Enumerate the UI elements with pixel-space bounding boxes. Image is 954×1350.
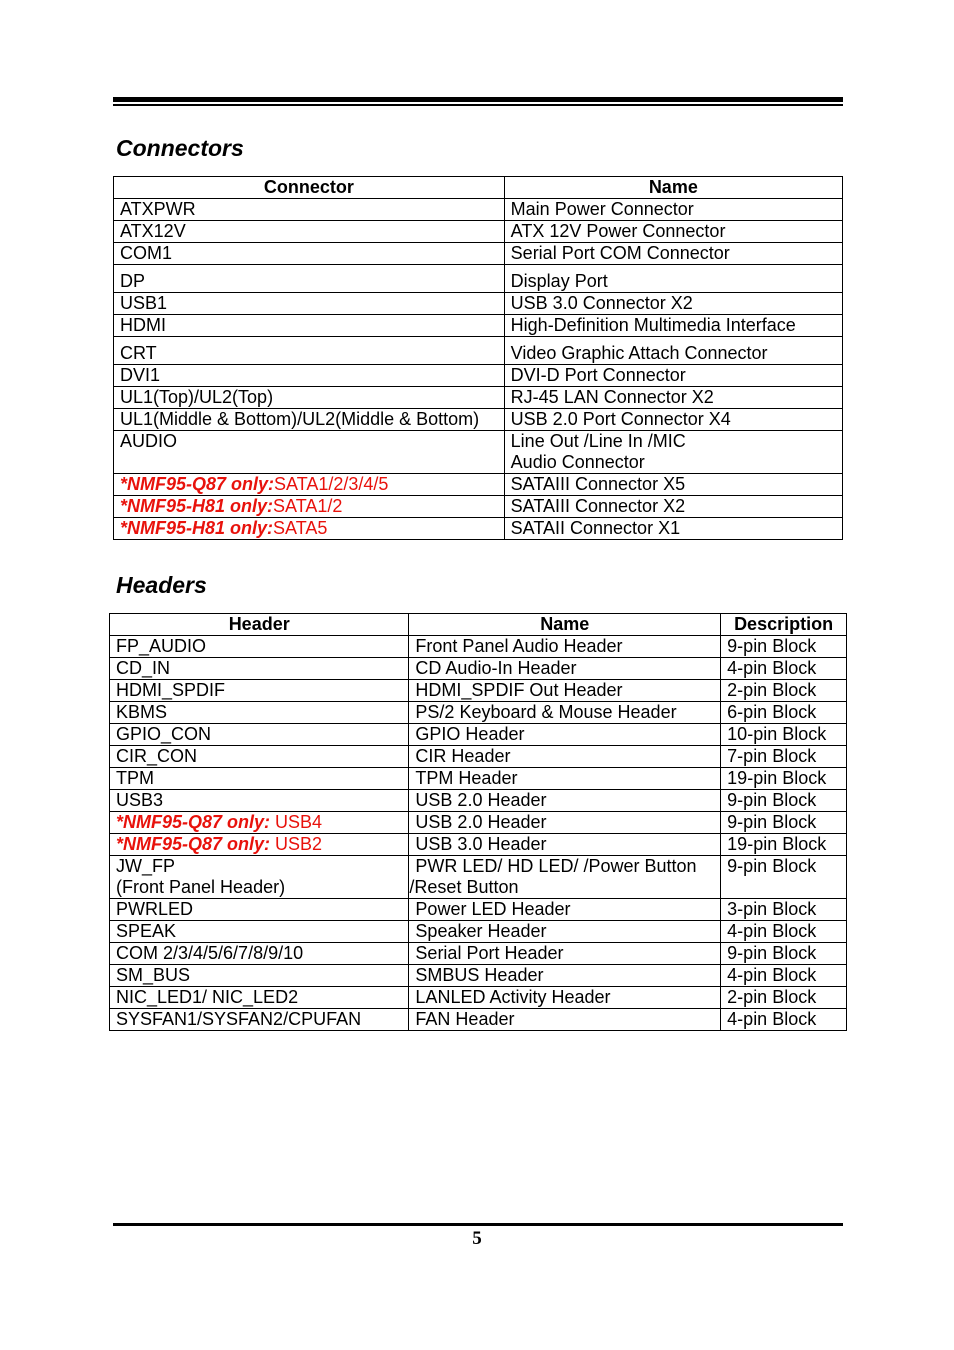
header-name-cell [409,768,721,790]
header-description-cell: 4-pin Block [721,1009,847,1031]
header-name: SMBUS Header [415,965,544,985]
header-description-cell: 6-pin Block [721,702,847,724]
top-rule-thick [113,97,843,102]
connector-name-cell [504,221,842,243]
header-name-cell [409,921,721,943]
header-name-cell [409,746,721,768]
connector-id: SATA1/2/3/4/5 [274,474,389,494]
headers-table [109,613,847,1031]
header-name: USB 2.0 Header [415,812,547,832]
header-description-cell: 2-pin Block [721,987,847,1009]
table-row [114,474,843,496]
connector-name-line2: Audio Connector [510,452,645,472]
connector-id: CRT [120,343,157,363]
connector-name: USB 2.0 Port Connector X4 [510,409,731,429]
connector-cell [114,199,505,221]
header-cell [110,680,409,702]
header-name: PWR LED/ HD LED/ /Power Button [415,856,697,876]
header-cell [110,899,409,921]
header-description-cell: 9-pin Block [721,790,847,812]
connector-id: USB1 [120,293,168,313]
connectors-title: Connectors [116,135,244,161]
header-name: GPIO Header [415,724,525,744]
connector-name: ATX 12V Power Connector [510,221,726,241]
header-id: COM 2/3/4/5/6/7/8/9/10 [116,943,304,963]
connector-cell [114,265,505,293]
table-row [114,365,843,387]
connector-name: Display Port [510,271,608,291]
connector-name-cell [504,199,842,221]
column-header-name: Name [409,614,721,636]
header-name: USB 3.0 Header [415,834,547,854]
header-id: JW_FP [116,856,176,876]
header-name-cell [409,856,721,899]
table-row [110,746,847,768]
model-only-label: *NMF95-H81 only: [120,496,274,516]
header-name-cell [409,943,721,965]
connector-name: SATAIII Connector X5 [510,474,686,494]
header-name-cell [409,965,721,987]
header-cell [110,812,409,834]
column-header-name: Name [504,177,842,199]
connector-id: UL1(Middle & Bottom)/UL2(Middle & Bottom) [120,409,480,429]
connector-id: ATXPWR [120,199,196,219]
connector-cell [114,315,505,337]
row-spacer [120,337,498,343]
header-name: LANLED Activity Header [415,987,611,1007]
header-name-cell [409,724,721,746]
header-cell [110,636,409,658]
top-rule-thin [113,104,843,106]
connectors-table [113,176,843,540]
header-cell [110,943,409,965]
connector-name: DVI-D Port Connector [510,365,686,385]
header-name-cell [409,702,721,724]
header-id: HDMI_SPDIF [116,680,226,700]
model-only-label: *NMF95-Q87 only: [116,812,271,832]
header-description-cell: 9-pin Block [721,856,847,899]
connector-name-cell [504,337,842,365]
header-cell [110,834,409,856]
model-only-label: *NMF95-H81 only: [120,518,274,538]
table-row [110,943,847,965]
header-name-line2: /Reset Button [409,877,519,897]
connector-cell [114,431,505,474]
header-cell [110,658,409,680]
connector-name: Line Out /Line In /MIC [510,431,686,451]
table-row [110,790,847,812]
connector-cell [114,387,505,409]
header-id: KBMS [116,702,168,722]
header-name-cell [409,899,721,921]
header-id: PWRLED [116,899,194,919]
header-id: USB4 [270,812,323,832]
headers-header-row [110,614,847,636]
connector-name-cell [504,474,842,496]
header-name: CD Audio-In Header [415,658,577,678]
table-row [114,243,843,265]
header-id: USB2 [270,834,323,854]
header-id: SYSFAN1/SYSFAN2/CPUFAN [116,1009,362,1029]
header-description-cell: 3-pin Block [721,899,847,921]
connector-cell [114,518,505,540]
table-row [114,431,843,474]
connector-cell [114,243,505,265]
connector-id: ATX12V [120,221,186,241]
connector-name-cell [504,365,842,387]
header-description-cell: 9-pin Block [721,812,847,834]
model-only-label: *NMF95-Q87 only: [120,474,275,494]
connector-name: Serial Port COM Connector [510,243,730,263]
header-cell [110,702,409,724]
table-row [114,293,843,315]
table-row [110,987,847,1009]
table-row [114,409,843,431]
connector-cell [114,496,505,518]
header-id: SM_BUS [116,965,191,985]
header-name: CIR Header [415,746,511,766]
connector-cell [114,337,505,365]
connector-name: Main Power Connector [510,199,694,219]
connector-name-cell [504,387,842,409]
header-description-cell: 19-pin Block [721,834,847,856]
connector-cell [114,474,505,496]
header-description-cell: 9-pin Block [721,636,847,658]
header-id-line2: (Front Panel Header) [116,877,286,897]
header-id: NIC_LED1/ NIC_LED2 [116,987,299,1007]
connector-name: SATAIII Connector X2 [510,496,686,516]
connector-id: AUDIO [120,431,178,451]
header-name-cell [409,1009,721,1031]
table-row [114,221,843,243]
header-description-cell: 19-pin Block [721,768,847,790]
header-description-cell: 4-pin Block [721,658,847,680]
header-id: TPM [116,768,154,788]
table-row [114,337,843,365]
table-row [110,724,847,746]
table-row [110,680,847,702]
header-cell [110,856,409,899]
header-description-cell: 7-pin Block [721,746,847,768]
header-cell [110,987,409,1009]
header-id: CIR_CON [116,746,198,766]
connector-id: DVI1 [120,365,161,385]
connector-id: UL1(Top)/UL2(Top) [120,387,274,407]
connector-name-cell [504,496,842,518]
table-row [110,965,847,987]
header-name: HDMI_SPDIF Out Header [415,680,623,700]
header-cell [110,746,409,768]
table-row [110,658,847,680]
connector-name-cell [504,293,842,315]
table-row [110,1009,847,1031]
column-header-header: Header [110,614,409,636]
header-name: Power LED Header [415,899,571,919]
header-id: GPIO_CON [116,724,212,744]
table-row [110,702,847,724]
table-row [110,636,847,658]
top-rule [113,97,843,106]
header-name: PS/2 Keyboard & Mouse Header [415,702,677,722]
header-cell [110,790,409,812]
header-cell [110,965,409,987]
connector-cell [114,221,505,243]
connector-id: COM1 [120,243,173,263]
header-id: CD_IN [116,658,171,678]
connector-name-cell [504,431,842,474]
connector-id: SATA1/2 [273,496,343,516]
header-cell [110,724,409,746]
connector-name-cell [504,409,842,431]
table-row [110,768,847,790]
header-cell [110,768,409,790]
bottom-rule [113,1223,843,1226]
header-id: FP_AUDIO [116,636,207,656]
header-name-cell [409,834,721,856]
header-name: FAN Header [415,1009,515,1029]
connector-name-cell [504,518,842,540]
header-name-cell [409,658,721,680]
connector-cell [114,365,505,387]
connectors-header-row [114,177,843,199]
header-description-cell: 4-pin Block [721,965,847,987]
connector-name: High-Definition Multimedia Interface [510,315,796,335]
connector-cell [114,409,505,431]
header-name-cell [409,812,721,834]
header-id: SPEAK [116,921,177,941]
header-name-cell [409,987,721,1009]
header-cell [110,921,409,943]
header-name-cell [409,790,721,812]
table-row [110,899,847,921]
connector-id: HDMI [120,315,166,335]
connector-name-cell [504,243,842,265]
header-description-cell: 9-pin Block [721,943,847,965]
table-row [114,265,843,293]
header-cell [110,1009,409,1031]
table-row [114,387,843,409]
connector-name: Video Graphic Attach Connector [510,343,768,363]
table-row [110,834,847,856]
header-name: Serial Port Header [415,943,564,963]
column-header-connector: Connector [114,177,505,199]
row-spacer [120,265,498,271]
page-number: 5 [472,1228,482,1249]
header-name-cell [409,636,721,658]
connector-id: DP [120,271,146,291]
header-name: Front Panel Audio Header [415,636,623,656]
connector-name-cell [504,315,842,337]
header-description-cell: 4-pin Block [721,921,847,943]
table-row [114,496,843,518]
table-row [114,518,843,540]
table-row [110,856,847,899]
header-name: Speaker Header [415,921,547,941]
connector-name-cell [504,265,842,293]
connector-name: SATAII Connector X1 [510,518,681,538]
headers-title: Headers [116,572,207,598]
column-header-description: Description [721,614,847,636]
table-row [114,199,843,221]
model-only-label: *NMF95-Q87 only: [116,834,271,854]
header-name: TPM Header [415,768,518,788]
table-row [110,921,847,943]
header-id: USB3 [116,790,164,810]
table-row [114,315,843,337]
connector-name: USB 3.0 Connector X2 [510,293,693,313]
header-description-cell: 10-pin Block [721,724,847,746]
header-name: USB 2.0 Header [415,790,547,810]
connector-id: SATA5 [273,518,328,538]
header-description-cell: 2-pin Block [721,680,847,702]
table-row [110,812,847,834]
connector-name: RJ-45 LAN Connector X2 [510,387,714,407]
header-name-cell [409,680,721,702]
connector-cell [114,293,505,315]
